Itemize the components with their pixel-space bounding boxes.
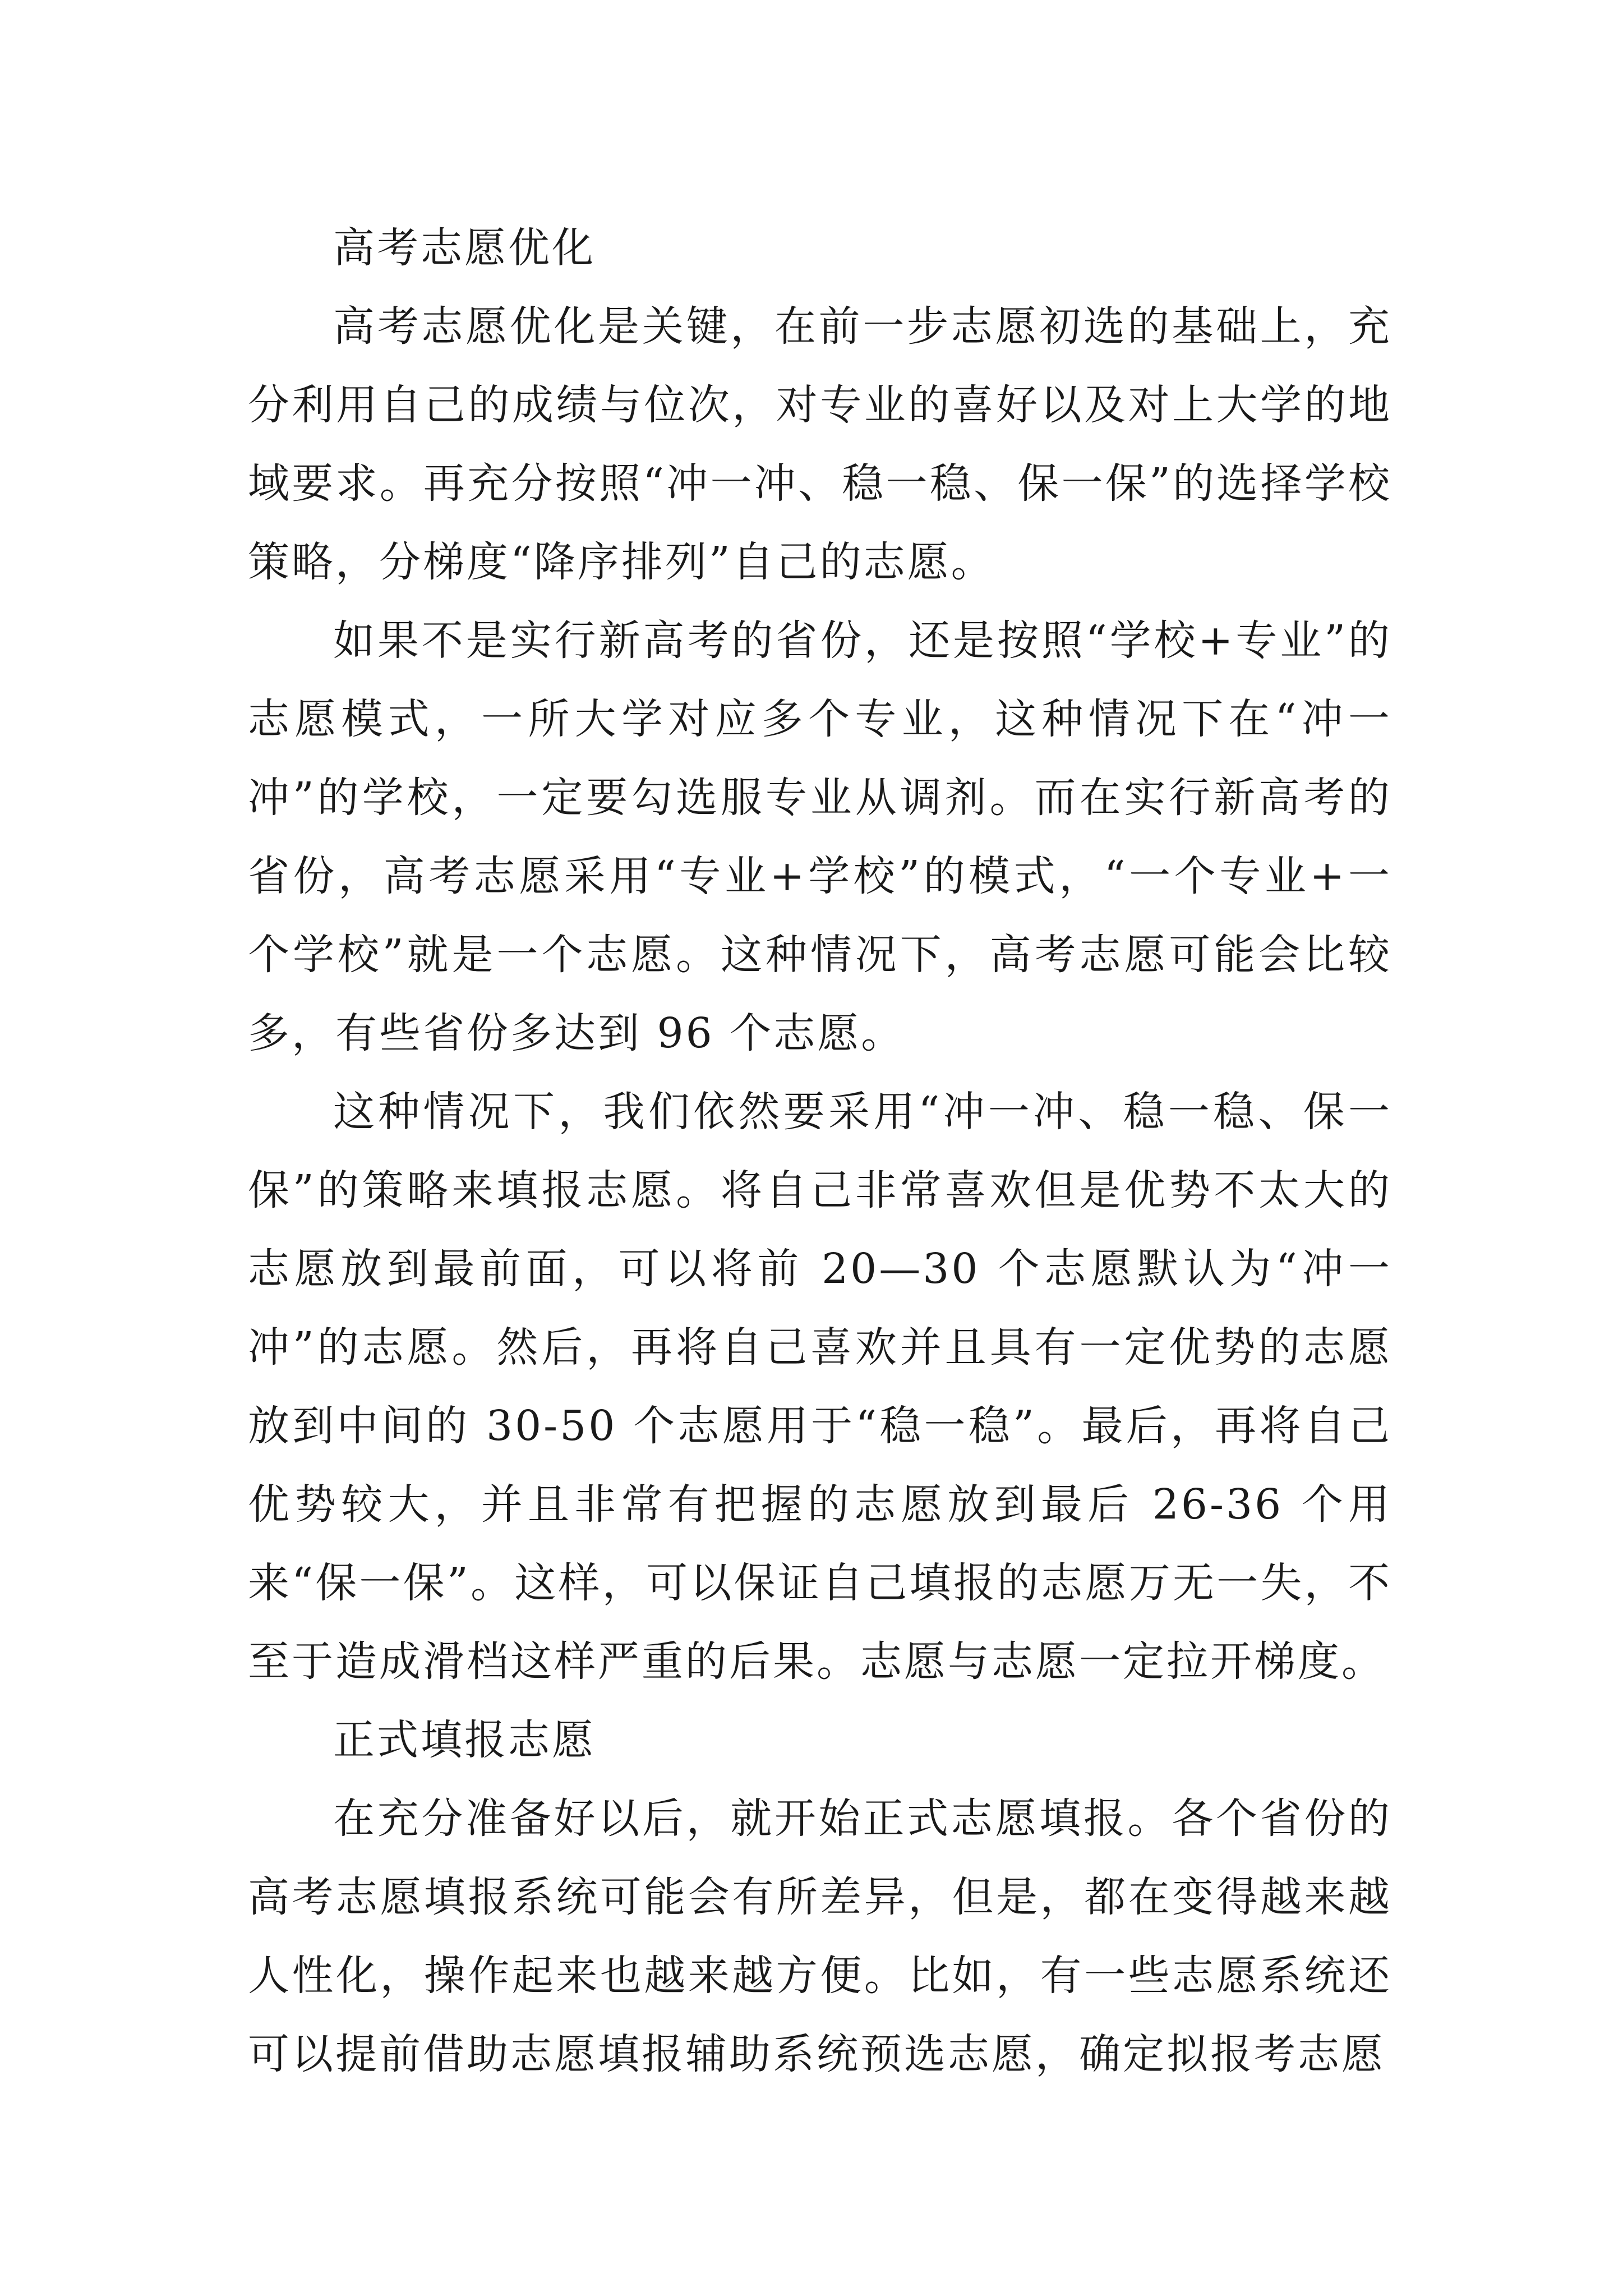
paragraph: 在充分准备好以后，就开始正式志愿填报。各个省份的高考志愿填报系统可能会有所差异，但是，都在变得越来越人性化，操作起来也越来越方便。比如，有一些志愿系统还可以提前借助志愿填报辅助系统预选志愿，确定拟报考志愿 <box>248 1795 1392 2078</box>
paragraph: 高考志愿优化是关键，在前一步志愿初选的基础上，充分利用自己的成绩与位次，对专业的喜好以及对上大学的地域要求。再充分按照“冲一冲、稳一稳、保一保”的选择学校策略，分梯度“降序排列”自己的志愿。 <box>248 302 1392 586</box>
section-heading-optimization: 高考志愿优化 <box>333 224 596 272</box>
paragraph: 这种情况下，我们依然要采用“冲一冲、稳一稳、保一保”的策略来填报志愿。将自己非常喜欢但是优势不太大的志愿放到最前面，可以将前 20—30 个志愿默认为“冲一冲”的志愿。然后，再将自己喜欢并且具有一定优势的志愿放到中间的 30-50 个志愿用于“稳一稳”。最后，再将自己优势较大，并且非常有把握的志愿放到最后 26-36 个用来“保一保”。这样，可以保证自己填报的志愿万无一失，不至于造成滑档这样严重的后果。志愿与志愿一定拉开梯度。 <box>248 1088 1392 1686</box>
document-body <box>248 209 1392 2093</box>
section-heading-formal-filing: 正式填报志愿 <box>333 1716 596 1764</box>
paragraph: 如果不是实行新高考的省份，还是按照“学校+专业”的志愿模式，一所大学对应多个专业，这种情况下在“冲一冲”的学校，一定要勾选服专业从调剂。而在实行新高考的省份，高考志愿采用“专业+学校”的模式，“一个专业+一个学校”就是一个志愿。这种情况下，高考志愿可能会比较多，有些省份多达到 96 个志愿。 <box>248 616 1392 1057</box>
